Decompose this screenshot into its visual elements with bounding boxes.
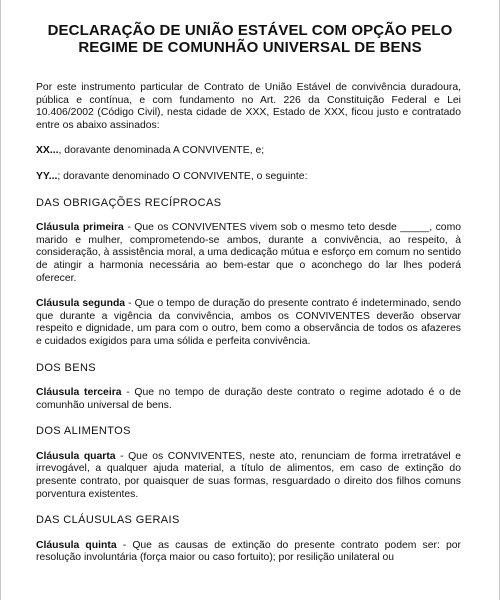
section-heading-obrigacoes: DAS OBRIGAÇÕES RECÍPROCAS <box>36 196 222 209</box>
clause-3-text: - Que no tempo de duração deste contrato o regime adotado é o de comunhão universal de bens. <box>36 387 461 411</box>
party-2-text: ; doravante denominado O CONVIVENTE, o seguinte: <box>57 170 308 182</box>
section-heading-bens: DOS BENS <box>36 361 97 374</box>
document-body <box>36 82 461 578</box>
party-1-name: XX... <box>36 145 59 157</box>
clause-3-label: Cláusula terceira <box>36 387 122 399</box>
party-1-paragraph <box>36 145 461 158</box>
party-1-text: , doravante denominada A CONVIVENTE, e; <box>58 145 265 157</box>
clause-1-paragraph <box>36 222 461 285</box>
title-line-2: REGIME DE COMUNHÃO UNIVERSAL DE BENS <box>78 39 422 56</box>
clause-4-paragraph <box>36 451 461 501</box>
clause-2-text: - Que o tempo de duração do presente contrato é indeterminado, sendo que durante a vigência da convivência, ambos os CONVIVENTES deverão observar respeito e dignidade, um para com o outro, bem como a observância de todos os afazeres e cuidados exigidos para uma sólida e perfeita convivência. <box>36 298 461 347</box>
clause-4-label: Cláusula quarta <box>36 450 116 462</box>
clause-4-text: - Que os CONVIVENTES, neste ato, renunciam de forma irretratável e irrevogável, a qualquer ajuda material, a título de alimentos, em caso de extinção do presente contrato, por quaisquer de suas formas, resguardado o direito dos filhos comuns porventura existentes. <box>36 450 462 500</box>
clause-5-text: - Que as causas de extinção do presente contrato podem ser: por resolução involuntária (força maior ou caso fortuito); por resilição unilateral ou <box>36 539 461 564</box>
clause-3-paragraph <box>36 387 461 412</box>
title-line-1: DECLARAÇÃO DE UNIÃO ESTÁVEL COM OPÇÃO PELO <box>47 22 453 39</box>
party-2-name: YY... <box>36 170 58 182</box>
clause-1-label: Cláusula primeira <box>36 222 124 234</box>
section-heading-alimentos: DOS ALIMENTOS <box>36 425 131 438</box>
clause-2-paragraph <box>36 298 461 348</box>
clause-2-label: Cláusula segunda <box>36 298 126 310</box>
clause-5-label: Cláusula quinta <box>36 539 117 551</box>
intro-paragraph: Por este instrumento particular de Contrato de União Estável de convivência duradoura, pública e contínua, e com fundamento no Art. 226 da Constituição Federal e Lei 10.406/2002 (Código Civil), nesta cidade de XXX, Estado de XXX, ficou justo e contratado entre os abaixo assinados: <box>36 82 461 131</box>
clause-1-text: - Que os CONVIVENTES vivem sob o mesmo teto desde _____, como marido e mulher, comprometendo-se ambos, durante a convivência, ao respeito, à consideração, à assistência moral, a uma dedicação mútua e esforço em comum no sentido de atingir a harmonia necessária ao bem-estar que o aconchego do lar lhes poderá oferecer. <box>36 222 461 284</box>
clause-5-paragraph <box>36 540 461 565</box>
document-title <box>1 22 499 56</box>
section-heading-gerais: DAS CLÁUSULAS GERAIS <box>36 514 180 527</box>
party-2-paragraph <box>36 171 461 184</box>
